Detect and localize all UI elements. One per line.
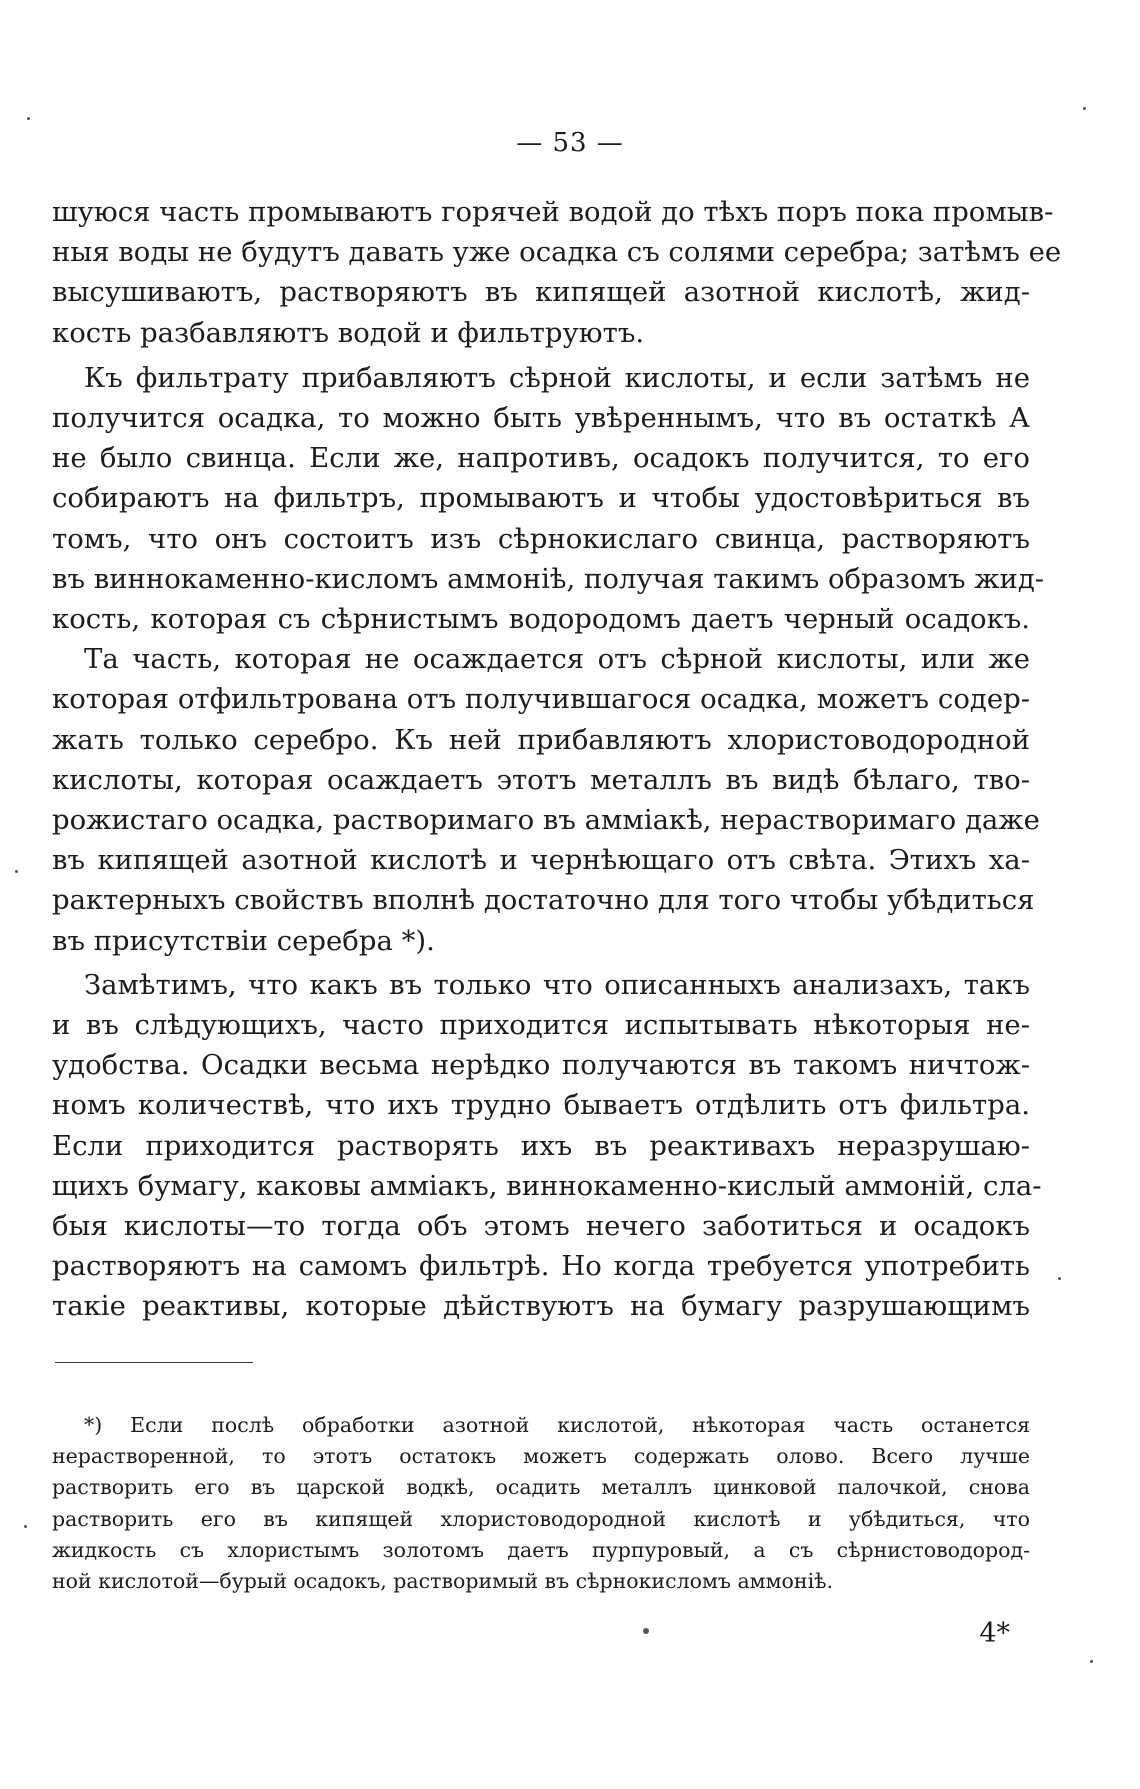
scan-speck [27,117,30,120]
paragraph-4 [52,965,1042,1327]
scan-speck [1090,1660,1093,1663]
text-line: которая отфильтрована отъ получившагося осадка, можетъ содер- [52,683,1030,716]
text-line: не было свинца. Если же, напротивъ, осадокъ получится, то его [52,442,1030,475]
footnote [52,1410,1030,1597]
paragraph-3 [52,639,1040,961]
text-line: въ присутствіи серебра *). [52,924,435,957]
text-line: кость, которая съ сѣрнистымъ водородомъ даетъ черный осадокъ. [52,603,1030,636]
page-number: — 53 — [516,128,624,158]
scan-speck [24,1525,27,1528]
footnote-line: растворить его въ царской водкѣ, осадить металлъ цинковой палочкой, снова [52,1475,1030,1500]
footnote-line: нерастворенной, то этотъ остатокъ можетъ содержать олово. Всего лучше [52,1444,1030,1469]
scan-speck [15,870,18,873]
footnote-line: *) Если послѣ обработки азотной кислотой, нѣкоторая часть останется [84,1413,1030,1437]
text-line: и въ слѣдующихъ, часто приходится испытывать нѣкоторыя не- [52,1009,1030,1042]
text-line: щихъ бумагу, каковы амміакъ, виннокаменно-кислый аммоній, сла- [52,1169,1042,1202]
text-line: получится осадка, то можно быть увѣреннымъ, что въ остаткѣ А [52,402,1030,435]
scan-speck [1058,1277,1061,1280]
text-line: кислоты, которая осаждаетъ этотъ металлъ въ видѣ бѣлаго, тво- [52,763,1030,796]
scan-speck [643,1628,649,1634]
paragraph-2 [52,358,1045,639]
text-line: въ кипящей азотной кислотѣ и чернѣющаго отъ свѣта. Этихъ ха- [52,844,1030,877]
footnote-line: растворить его въ кипящей хлористоводородной кислотѣ и убѣдиться, что [52,1506,1030,1531]
text-line: высушиваютъ, растворяютъ въ кипящей азотной кислотѣ, жид- [52,276,1030,309]
footnote-separator [55,1362,253,1363]
text-line: номъ количествѣ, что ихъ трудно бываетъ отдѣлить отъ фильтра. [52,1089,1030,1122]
text-line: быя кислоты—то тогда объ этомъ нечего заботиться и осадокъ [52,1210,1030,1243]
text-line: Къ фильтрату прибавляютъ сѣрной кислоты, и если затѣмъ не [84,361,1030,394]
text-line: кость разбавляютъ водой и фильтруютъ. [52,316,645,349]
text-line: рактерныхъ свойствъ вполнѣ достаточно для того чтобы убѣдиться [52,884,1035,917]
text-line: жать только серебро. Къ ней прибавляютъ хлористоводородной [52,723,1030,756]
footnote-line: ной кислотой—бурый осадокъ, растворимый въ сѣрнокисломъ аммоніѣ. [52,1569,834,1594]
text-line: ныя воды не будутъ давать уже осадка съ солями серебра; затѣмъ ее [52,236,1062,269]
text-line: Если приходится растворять ихъ въ реактивахъ неразрушаю- [52,1129,1030,1162]
body-text [52,192,1062,1327]
text-line: удобства. Осадки весьма нерѣдко получаются въ такомъ ничтож- [52,1049,1030,1082]
text-line: въ виннокаменно-кисломъ аммоніѣ, получая такимъ образомъ жид- [52,562,1045,595]
signature-mark: 4* [979,1618,1010,1649]
text-line: Та часть, которая не осаждается отъ сѣрной кислоты, или же [84,643,1030,676]
text-line: рожистаго осадка, растворимаго въ амміакѣ, нерастворимаго даже [52,804,1040,837]
text-line: Замѣтимъ, что какъ въ только что описанныхъ анализахъ, такъ [84,968,1030,1001]
text-line: томъ, что онъ состоитъ изъ сѣрнокислаго свинца, растворяютъ [52,522,1030,555]
paragraph-1 [52,192,1062,353]
text-line: собираютъ на фильтръ, промываютъ и чтобы удостовѣриться въ [52,482,1030,515]
text-line: шуюся часть промываютъ горячей водой до тѣхъ поръ пока промыв- [52,196,1054,228]
footnote-line: жидкость съ хлористымъ золотомъ даетъ пурпуровый, а съ сѣрнистоводород- [52,1537,1030,1562]
text-line: такіе реактивы, которые дѣйствуютъ на бумагу разрушающимъ [52,1290,1030,1323]
scan-speck [1083,107,1086,110]
text-line: растворяютъ на самомъ фильтрѣ. Но когда требуется употребить [52,1250,1030,1283]
